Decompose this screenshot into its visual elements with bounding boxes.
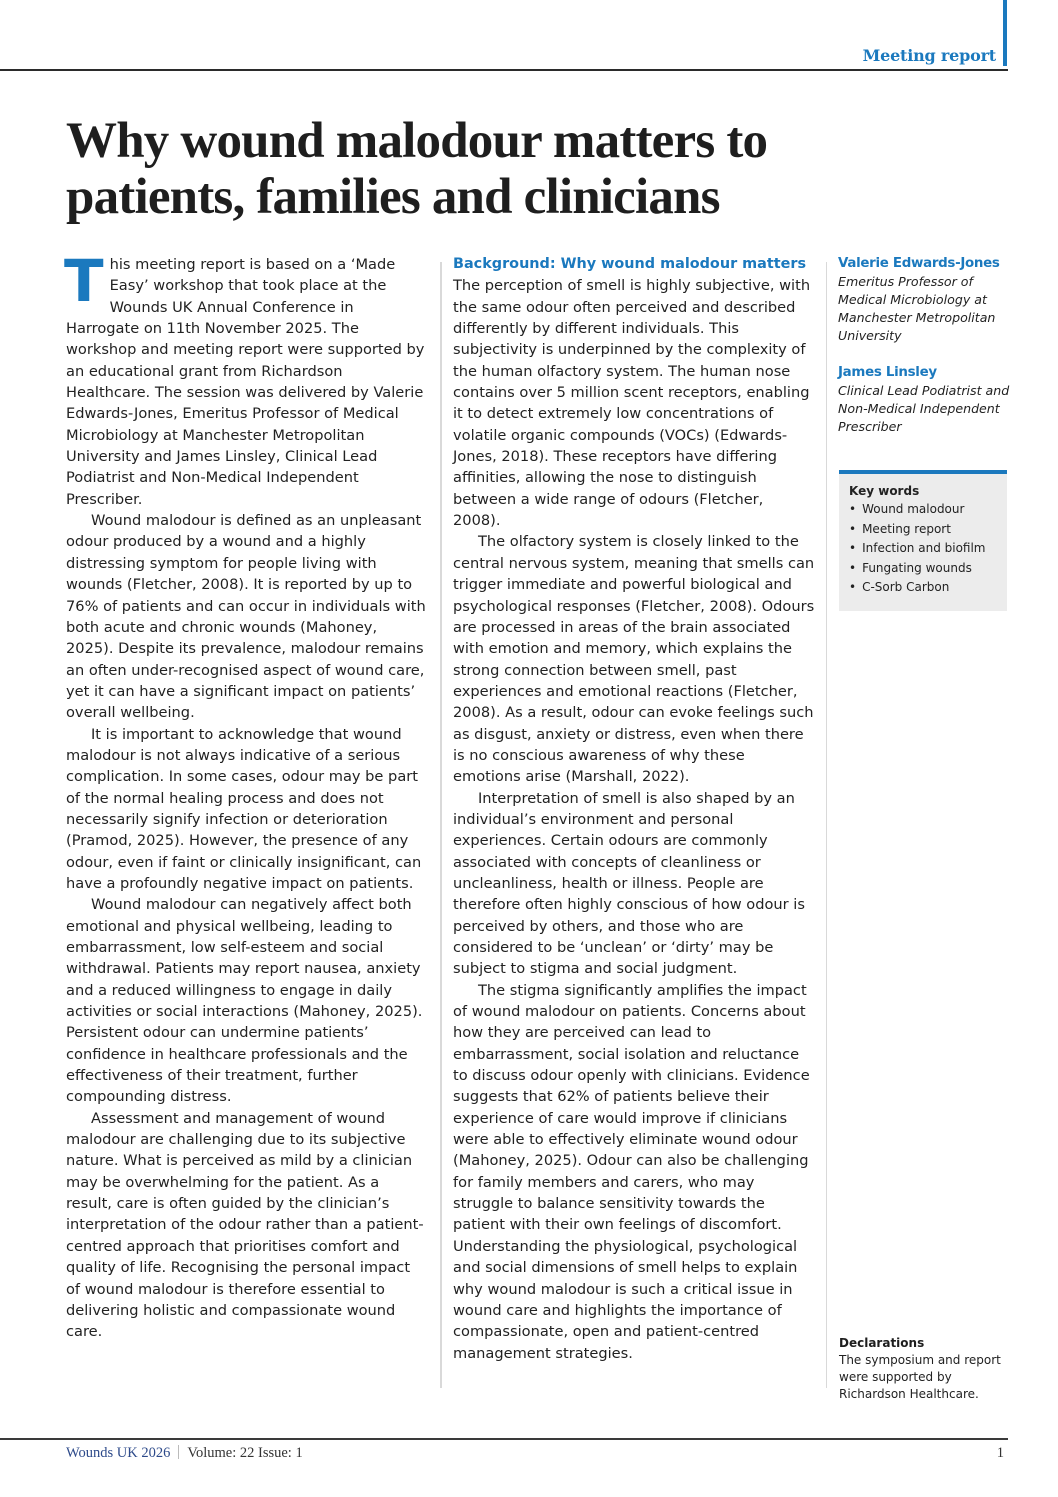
section-label: Meeting report	[862, 46, 996, 65]
body-paragraph: It is important to acknowledge that wound malodour is not always indicative of a serious complication. In some cases, odour may be part of the normal healing process and does not necessarily signify infection or deterioration (Pramod, 2025). However, the presence of any odour, even if faint or clinically insignificant, can have a profoundly negative impact on patients.	[66, 725, 422, 892]
body-paragraph: The olfactory system is closely linked to the central nervous system, meaning that smells can trigger immediate and powerful biological and psychological responses (Fletcher, 2008). Odours are processed in areas of the brain associated with emotion and memory, which explains the strong connection between smell, past experiences and emotional reactions (Fletcher, 2008). As a result, odour can evoke feelings such as disgust, anxiety or distress, even when there is no conscious awareness of why these emotions arise (Marshall, 2022).	[453, 533, 815, 786]
declarations-body: The symposium and report were supported by Richardson Healthcare.	[839, 1353, 1001, 1401]
volume-issue: Volume: 22 Issue: 1	[187, 1445, 303, 1461]
article-title: Why wound malodour matters to patients, families and clinicians	[66, 113, 768, 225]
body-paragraph: Wound malodour can negatively affect both emotional and physical wellbeing, leading to embarrassment, low self-esteem and social withdrawal. Patients may report nausea, anxiety and a reduced willingness to engage in daily activities or social interactions (Mahoney, 2025). Persistent odour can undermine patients’ confidence in healthcare professionals and the effectiveness of their treatment, further compounding distress.	[66, 896, 423, 1106]
footer	[66, 1445, 303, 1462]
declarations	[839, 1334, 1014, 1403]
header-rule	[0, 69, 1008, 71]
author-name: Valerie Edwards-Jones	[838, 256, 1000, 271]
column-divider	[440, 262, 442, 1388]
keyword-item: • Wound malodour	[849, 500, 997, 520]
keywords-title: Key words	[849, 484, 920, 498]
body-paragraph: Assessment and management of wound malodour are challenging due to its subjective nature. What is perceived as mild by a clinician may be overwhelming for the patient. As a result, care is often guided by the clinician’s interpretation of the odour rather than a patient-centred approach that prioritises comfort and quality of life. Recognising the personal impact of wound malodour is therefore essential to delivering holistic and compassionate wound care.	[66, 1109, 424, 1341]
author-role: Clinical Lead Podiatrist and Non-Medical Independent Prescriber	[838, 383, 1010, 434]
keyword-item: • Infection and biofilm	[849, 539, 997, 559]
sidebar-divider	[826, 262, 827, 1388]
body-paragraph: Wound malodour is defined as an unpleasant odour produced by a wound and a highly distressing symptom for people living with wounds (Fletcher, 2008). It is reported by up to 76% of patients and can occur in individuals with both acute and chronic wounds (Mahoney, 2025). Despite its prevalence, malodour remains an often under-recognised aspect of wound care, yet it can have a significant impact on patients’ overall wellbeing.	[66, 512, 426, 722]
body-column-1	[64, 247, 428, 1343]
author-list	[838, 254, 1013, 436]
body-paragraph: The stigma significantly amplifies the impact of wound malodour on patients. Concerns about how they are perceived can lead to embarrassment, social isolation and reluctance to discuss odour openly with clinicians. Evidence suggests that 62% of patients believe their experience of care would improve if clinicians were able to effectively eliminate wound odour (Mahoney, 2025). Odour can also be challenging for family members and carers, who may struggle to balance sensitivity towards the patient with their own feelings of discomfort. Understanding the physiological, psychological and social dimensions of smell helps to explain why wound malodour is such a critical issue in wound care and highlights the importance of compassionate, open and patient-centred management strategies.	[453, 981, 810, 1362]
author-role: Emeritus Professor of Medical Microbiology at Manchester Metropolitan University	[838, 274, 996, 343]
intro-paragraph: This meeting report is based on a ‘Made Easy’ workshop that took place at the Wounds UK Annual Conference in Harrogate on 11th November 2025. The workshop and meeting report were supported by an educational grant from Richardson Healthcare. The session was delivered by Valerie Edwards-Jones, Emeritus Professor of Medical Microbiology at Manchester Metropolitan University and James Linsley, Clinical Lead Podiatrist and Non-Medical Independent Prescriber.	[64, 247, 425, 508]
drop-cap: T	[64, 247, 104, 315]
keywords-list	[849, 500, 997, 598]
journal-name: Wounds UK 2026	[66, 1445, 171, 1461]
page-number: 1	[996, 1445, 1004, 1461]
author-entry	[838, 363, 1013, 436]
keyword-item: • Meeting report	[849, 520, 997, 540]
keyword-item: • C-Sorb Carbon	[849, 578, 997, 598]
declarations-title: Declarations	[839, 1336, 925, 1350]
footer-rule	[0, 1438, 1008, 1440]
body-paragraph: The perception of smell is highly subjective, with the same odour often perceived and described differently by different individuals. This subjectivity is underpinned by the complexity of the human olfactory system. The human nose contains over 5 million scent receptors, enabling it to detect extremely low concentrations of volatile organic compounds (VOCs) (Edwards-Jones, 2018). These receptors have differing affinities, allowing the nose to distinguish between a wide range of odours (Fletcher, 2008).	[453, 277, 811, 530]
keyword-item: • Fungating wounds	[849, 559, 997, 579]
footer-separator	[178, 1445, 179, 1459]
keywords-box	[839, 470, 1007, 611]
body-column-2	[453, 254, 815, 1364]
author-entry	[838, 254, 1013, 345]
body-paragraph: Interpretation of smell is also shaped by an individual’s environment and personal experiences. Certain odours are commonly associated with concepts of cleanliness or uncleanliness, health or illness. People are therefore often highly conscious of how odour is perceived by others, and those who are considered to be ‘unclean’ or ‘dirty’ may be subject to stigma and social judgment.	[453, 789, 805, 978]
header-accent-bar	[1003, 0, 1007, 66]
author-name: James Linsley	[838, 365, 937, 380]
section-subheading: Background: Why wound malodour matters	[453, 256, 807, 272]
